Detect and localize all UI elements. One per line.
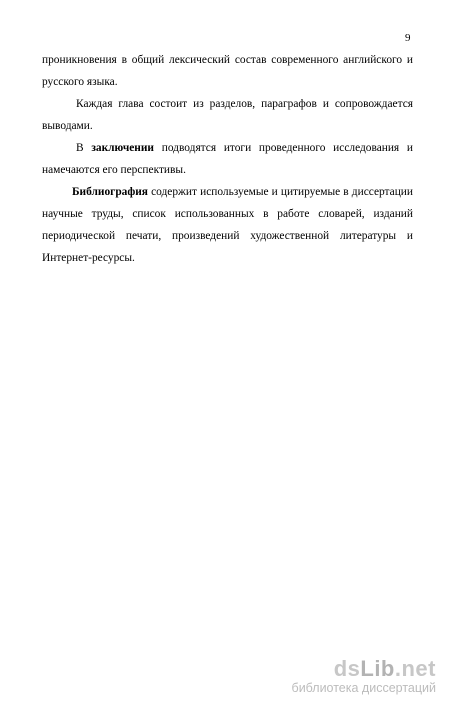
body-text-2 — [42, 93, 413, 137]
watermark-subtitle: библиотека диссертаций — [291, 681, 436, 695]
watermark-logo — [292, 657, 436, 681]
paragraph-bibliography — [42, 181, 413, 269]
paragraph-text: подводятся итоги проведенного исследования и намечаются его перспективы. — [42, 142, 413, 176]
paragraph-continuation — [42, 49, 413, 93]
watermark-logo-net: .net — [394, 656, 436, 681]
paragraph-prefix: В — [76, 142, 92, 154]
paragraph-text: проникновения в общий лексический состав современного английского и русского языка. — [42, 54, 413, 88]
paragraph-conclusion — [42, 137, 413, 181]
paragraph-chapters — [42, 93, 413, 137]
watermark — [292, 657, 436, 696]
paragraph-term-conclusion: заключении — [91, 142, 154, 154]
watermark-logo-lib: Lib — [360, 656, 395, 681]
body-text-3 — [42, 137, 413, 181]
watermark-logo-ds: ds — [333, 656, 361, 681]
paragraph-text: Каждая глава состоит из разделов, параграфов и сопровождается выводами. — [42, 98, 413, 132]
paragraph-term-bibliography: Библиография — [72, 186, 148, 198]
body-text — [42, 49, 413, 93]
paragraph-text: содержит используемые и цитируемые в диссертации научные труды, список использованных в работе словарей, изданий периодической печати, произведений художественной литературы и Интернет-ресурсы. — [42, 186, 413, 264]
body-text-4 — [42, 181, 413, 269]
page-number: 9 — [405, 32, 411, 44]
